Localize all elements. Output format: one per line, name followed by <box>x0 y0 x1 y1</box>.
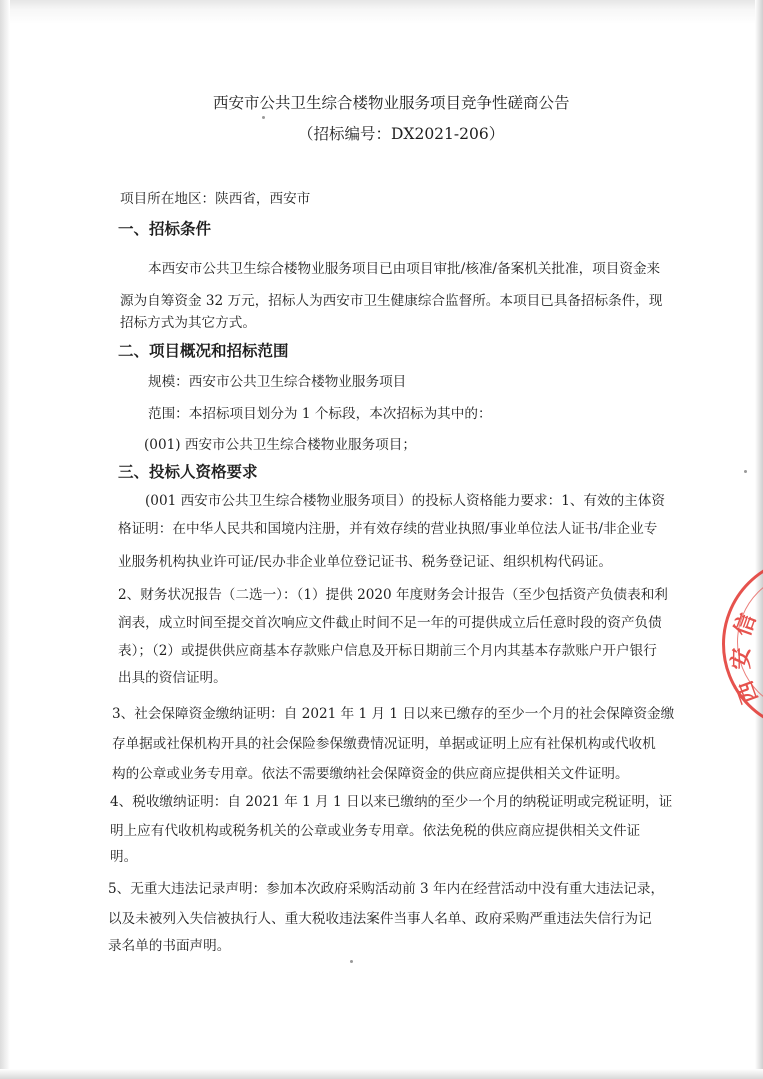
section-2-heading: 二、项目概况和招标范围 <box>118 342 289 360</box>
section-3-heading: 三、投标人资格要求 <box>118 463 258 481</box>
section-3-line: (001 西安市公共卫生综合楼物业服务项目）的投标人资格能力要求：1、有效的主体资 <box>145 493 665 509</box>
section-3-line: 明上应有代收机构或税务机关的公章或业务专用章。依法免税的供应商应提供相关文件证 <box>110 823 641 839</box>
section-3-line: 构的公章或业务专用章。依法不需要缴纳社会保障资金的供应商应提供相关文件证明。 <box>112 766 629 782</box>
section-3-line: 录名单的书面声明。 <box>108 938 231 954</box>
section-2-line: 规模：西安市公共卫生综合楼物业服务项目 <box>148 374 407 390</box>
section-1-line: 本西安市公共卫生综合楼物业服务项目已由项目审批/核准/备案机关批准，项目资金来 <box>148 261 661 277</box>
tender-number: （招标编号：DX2021-206） <box>298 125 505 143</box>
official-seal <box>722 556 763 732</box>
scan-edge-bottom <box>0 1069 763 1079</box>
project-location: 项目所在地区：陕西省，西安市 <box>120 191 311 207</box>
scan-edge-right <box>755 0 763 1079</box>
scan-speck <box>262 116 265 119</box>
section-3-line: 明。 <box>110 849 138 865</box>
section-3-line: 以及未被列入失信被执行人、重大税收违法案件当事人名单、政府采购严重违法失信行为记 <box>108 911 652 927</box>
section-2-line: (001) 西安市公共卫生综合楼物业服务项目； <box>144 437 416 453</box>
scan-edge-top <box>0 0 763 24</box>
section-3-line: 4、税收缴纳证明：自 2021 年 1 月 1 日以来已缴纳的至少一个月的纳税证明或完税证明，证 <box>110 794 673 810</box>
section-1-line: 招标方式为其它方式。 <box>120 315 256 331</box>
section-2-line: 范围：本招标项目划分为 1 个标段，本次招标为其中的： <box>148 406 492 422</box>
section-3-line: 5、无重大违法记录声明：参加本次政府采购活动前 3 年内在经营活动中没有重大违法记录， <box>108 881 665 897</box>
seal-char: 西 <box>732 677 763 707</box>
section-3-line: 2、财务状况报告（二选一）：（1）提供 2020 年度财务会计报告（至少包括资产负债表和利 <box>118 587 668 603</box>
scan-speck <box>744 470 747 473</box>
section-3-line: 表）；（2）或提供供应商基本存款账户信息及开标日期前三个月内其基本存款账户开户银行 <box>118 643 657 659</box>
section-3-line: 格证明：在中华人民共和国境内注册，并有效存续的营业执照/事业单位法人证书/非企业专 <box>118 521 658 537</box>
section-3-line: 业服务机构执业许可证/民办非企业单位登记证书、税务登记证、组织机构代码证。 <box>118 554 612 570</box>
section-1-line: 源为自筹资金 32 万元，招标人为西安市卫生健康综合监督所。本项目已具备招标条件，现 <box>120 293 663 309</box>
section-3-line: 润表，成立时间至提交首次响应文件截止时间不足一年的可提供成立后任意时段的资产负债 <box>118 615 662 631</box>
section-3-line: 3、社会保障资金缴纳证明：自 2021 年 1 月 1 日以来已缴存的至少一个月的社会保障资金缴 <box>112 706 675 722</box>
section-3-line: 出具的资信证明。 <box>118 670 227 686</box>
seal-char: 安 <box>729 647 755 670</box>
scan-speck <box>350 960 353 963</box>
document-title: 西安市公共卫生综合楼物业服务项目竞争性磋商公告 <box>213 94 570 112</box>
section-1-heading: 一、招标条件 <box>118 220 212 238</box>
section-3-line: 存单据或社保机构开具的社会保险参保缴费情况证明，单据或证明上应有社保机构或代收机 <box>112 736 656 752</box>
seal-char: 信 <box>730 610 762 640</box>
scan-edge-left <box>0 0 10 1079</box>
